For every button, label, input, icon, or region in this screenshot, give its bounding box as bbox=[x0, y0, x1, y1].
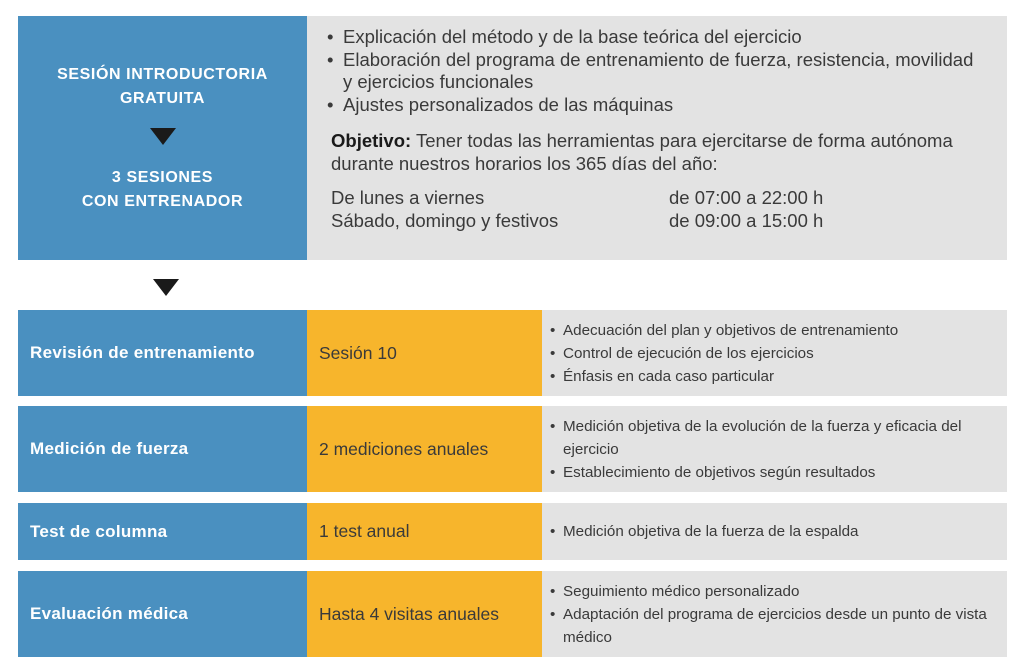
intro-title-line1: SESIÓN INTRODUCTORIA bbox=[57, 65, 268, 83]
list-item: • Control de ejecución de los ejercicios bbox=[550, 342, 1003, 365]
row-description-revision bbox=[542, 310, 1007, 396]
intro-session-panel bbox=[18, 16, 307, 260]
row-label-revision: Revisión de entrenamiento bbox=[18, 310, 307, 396]
intro-bullet: • Explicación del método y de la base teórica del ejercicio bbox=[327, 26, 987, 49]
intro-title-line2: GRATUITA bbox=[119, 89, 206, 107]
intro-bullet: • Elaboración del programa de entrenamiento de fuerza, resistencia, movilidad y ejercicios funcionales bbox=[327, 49, 987, 94]
list-item: • Adaptación del programa de ejercicios desde un punto de vista médico bbox=[550, 603, 1003, 649]
objective-label: Objetivo: bbox=[331, 130, 412, 151]
list-item: • Establecimiento de objetivos según resultados bbox=[550, 461, 1003, 484]
down-arrow-icon bbox=[150, 128, 176, 145]
schedule-row bbox=[331, 187, 987, 210]
row-frequency-revision: Sesión 10 bbox=[307, 310, 542, 396]
list-item: • Énfasis en cada caso particular bbox=[550, 365, 1003, 388]
schedule-days: Sábado, domingo y festivos bbox=[331, 209, 559, 231]
sessions-line1: 3 SESIONES bbox=[111, 168, 214, 186]
list-item: • Medición objetiva de la fuerza de la espalda bbox=[550, 520, 1003, 543]
row-frequency-spine: 1 test anual bbox=[307, 503, 542, 560]
schedule-hours: de 07:00 a 22:00 h bbox=[669, 187, 824, 208]
list-item: • Medición objetiva de la evolución de la fuerza y eficacia del ejercicio bbox=[550, 415, 1003, 461]
schedule-table bbox=[327, 187, 987, 232]
row-label-medical: Evaluación médica bbox=[18, 571, 307, 657]
schedule-hours: de 09:00 a 15:00 h bbox=[669, 209, 824, 231]
row-frequency-strength: 2 mediciones anuales bbox=[307, 406, 542, 492]
intro-bullet: • Ajustes personalizados de las máquinas bbox=[327, 94, 987, 117]
objective-body: Tener todas las herramientas para ejercitarse de forma autónoma durante nuestros horarios los 365 días del año: bbox=[331, 130, 953, 174]
down-arrow-icon bbox=[153, 279, 179, 296]
list-item: • Seguimiento médico personalizado bbox=[550, 580, 1003, 603]
row-frequency-medical: Hasta 4 visitas anuales bbox=[307, 571, 542, 657]
row-description-strength bbox=[542, 406, 1007, 492]
row-description-spine bbox=[542, 503, 1007, 560]
row-label-strength: Medición de fuerza bbox=[18, 406, 307, 492]
schedule-row bbox=[331, 210, 987, 233]
sessions-line2: CON ENTRENADOR bbox=[81, 192, 244, 210]
row-label-spine: Test de columna bbox=[18, 503, 307, 560]
row-description-medical bbox=[542, 571, 1007, 657]
schedule-days: De lunes a viernes bbox=[331, 187, 485, 208]
intro-details-panel bbox=[307, 16, 1007, 260]
objective-text bbox=[327, 130, 987, 175]
list-item: • Adecuación del plan y objetivos de entrenamiento bbox=[550, 319, 1003, 342]
intro-bullet-list bbox=[327, 26, 987, 116]
